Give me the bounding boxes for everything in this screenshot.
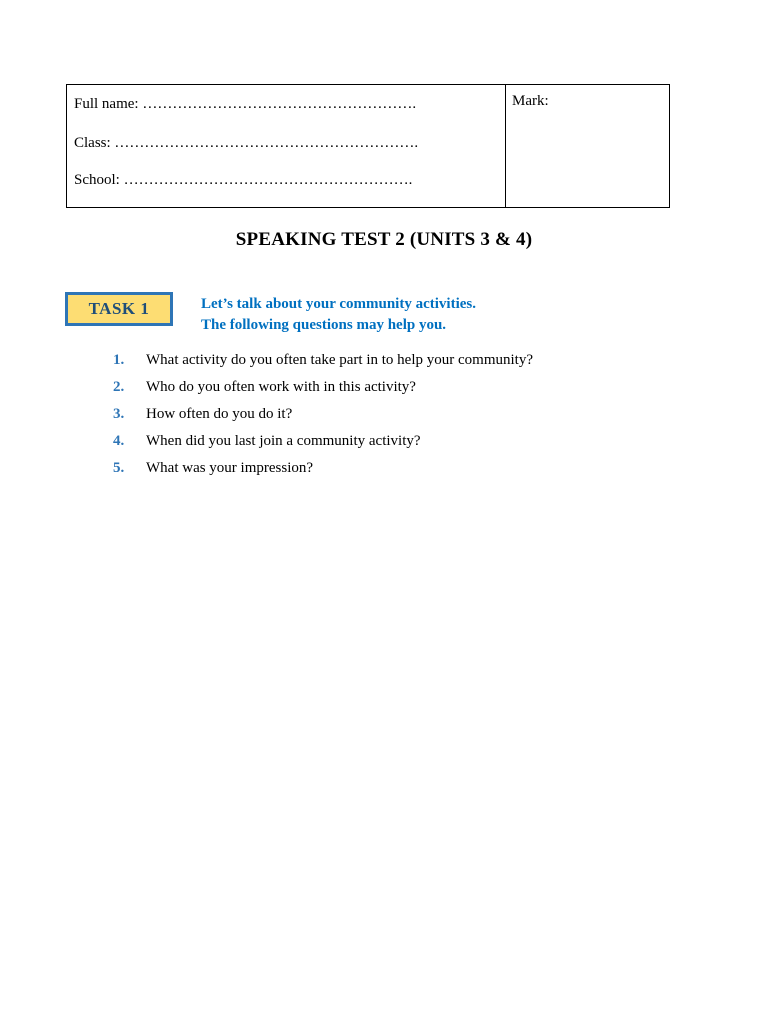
list-item bbox=[0, 379, 768, 406]
school-field[interactable]: School: …………………………………………………. bbox=[74, 172, 413, 188]
question-text: How often do you do it? bbox=[146, 406, 293, 422]
mark-label: Mark: bbox=[512, 93, 549, 109]
question-text: What activity do you often take part in to help your community? bbox=[146, 352, 533, 368]
task-instruction bbox=[201, 294, 476, 336]
task-label: TASK 1 bbox=[88, 299, 150, 318]
task-instruction-line-2: The following questions may help you. bbox=[201, 317, 447, 333]
question-number: 2. bbox=[113, 379, 125, 395]
question-number: 5. bbox=[113, 460, 125, 476]
task-instruction-line-1: Let’s talk about your community activities. bbox=[201, 296, 476, 312]
list-item bbox=[0, 433, 768, 460]
question-number: 1. bbox=[113, 352, 125, 368]
student-details-cell bbox=[67, 85, 506, 207]
list-item bbox=[0, 406, 768, 433]
question-number: 4. bbox=[113, 433, 125, 449]
class-field[interactable]: Class: ……………………………………………………. bbox=[74, 135, 419, 151]
mark-cell bbox=[506, 85, 669, 207]
question-list bbox=[0, 352, 768, 487]
list-item bbox=[0, 352, 768, 379]
question-text: What was your impression? bbox=[146, 460, 314, 476]
question-text: When did you last join a community activity? bbox=[146, 433, 421, 449]
task-label-box bbox=[65, 292, 173, 326]
student-info-table bbox=[66, 84, 670, 208]
page-title: SPEAKING TEST 2 (UNITS 3 & 4) bbox=[235, 229, 533, 250]
list-item bbox=[0, 460, 768, 487]
question-text: Who do you often work with in this activity? bbox=[146, 379, 416, 395]
question-number: 3. bbox=[113, 406, 125, 422]
full-name-field[interactable]: Full name: ………………………………………………. bbox=[74, 96, 417, 112]
